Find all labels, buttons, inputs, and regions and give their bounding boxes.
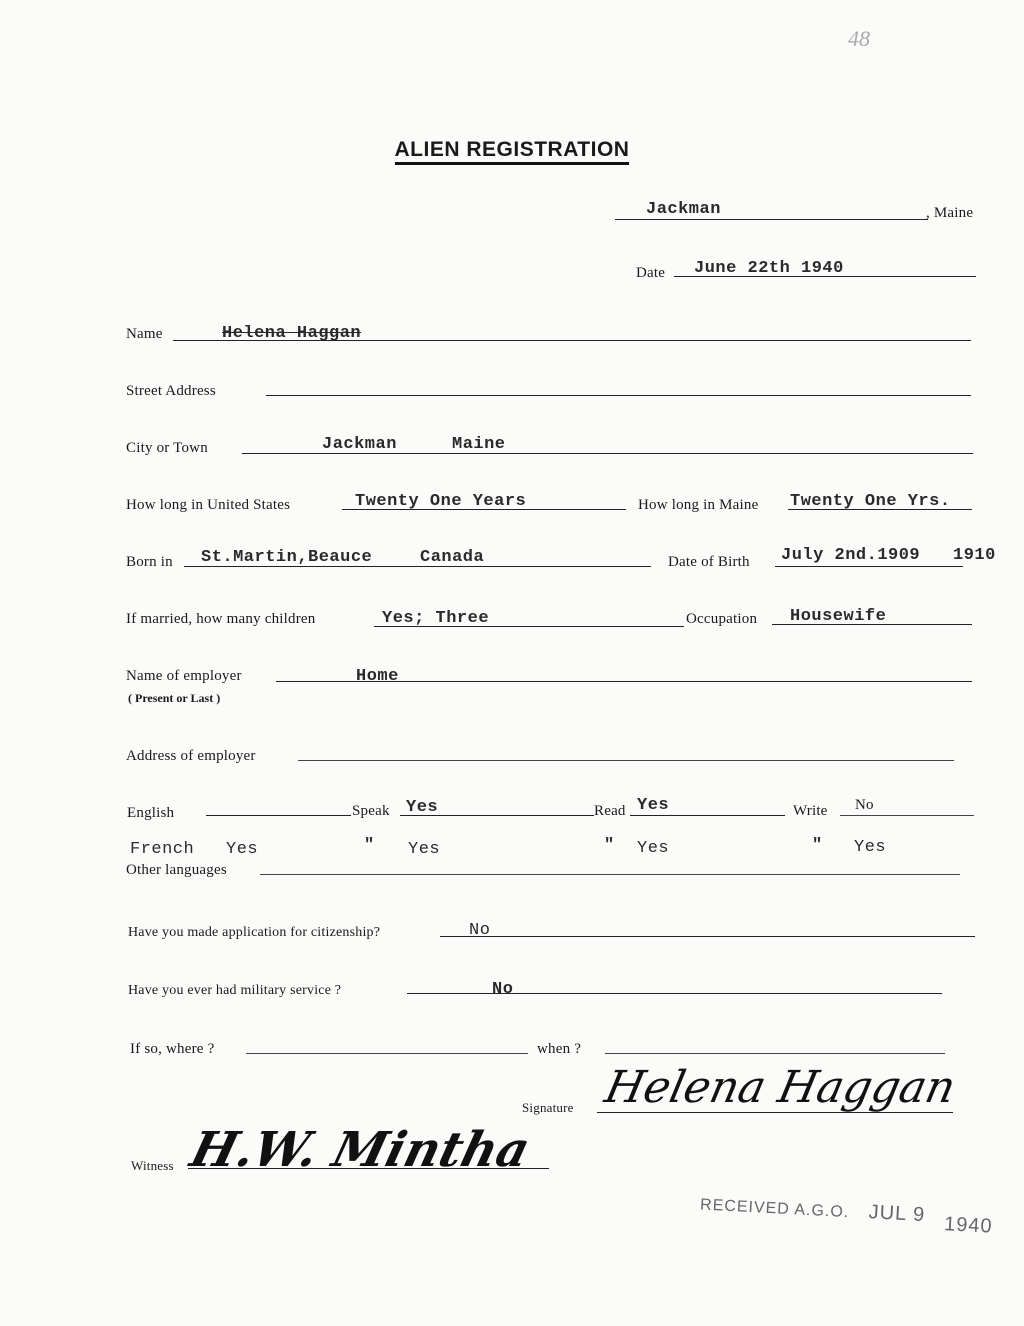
witness-handwriting: H.W. Mintha xyxy=(185,1122,536,1178)
other-language-name: French xyxy=(130,840,195,859)
when-label: when ? xyxy=(537,1041,582,1057)
other-languages-label: Other languages xyxy=(126,862,227,878)
header-state-label: , Maine xyxy=(926,205,974,221)
military-value: No xyxy=(492,980,514,999)
read-label: Read xyxy=(594,803,626,819)
born-in-value: St.Martin,Beauce xyxy=(201,548,373,567)
how-long-us-value: Twenty One Years xyxy=(355,492,527,511)
employer-note: ( Present or Last ) xyxy=(128,691,221,705)
city-value: Jackman xyxy=(322,435,397,454)
citizenship-label: Have you made application for citizenship? xyxy=(128,925,381,940)
signature-label: Signature xyxy=(522,1100,574,1115)
name-label: Name xyxy=(126,326,163,342)
stamp-year: 1940 xyxy=(943,1213,994,1238)
english-write-value: No xyxy=(855,797,874,813)
employer-value: Home xyxy=(356,667,399,686)
date-of-birth-value: July 2nd.1909 xyxy=(781,546,921,565)
occupation-label: Occupation xyxy=(686,611,758,627)
other-read-value: Yes xyxy=(637,839,670,858)
children-label: If married, how many children xyxy=(126,611,316,627)
signature-handwriting: Helena Haggan xyxy=(600,1062,961,1113)
how-long-maine-value: Twenty One Yrs. xyxy=(790,492,951,511)
where-label: If so, where ? xyxy=(130,1041,215,1057)
how-long-us-label: How long in United States xyxy=(126,497,291,513)
born-in-label: Born in xyxy=(126,554,173,570)
military-label: Have you ever had military service ? xyxy=(128,983,342,998)
citizenship-value: No xyxy=(469,921,491,940)
city-label: City or Town xyxy=(126,440,208,456)
received-stamp xyxy=(699,1192,994,1238)
other-write-value: Yes xyxy=(854,838,887,857)
ditto-write: " xyxy=(812,836,823,855)
born-country-value: Canada xyxy=(420,548,485,567)
employer-address-label: Address of employer xyxy=(126,748,256,764)
stamp-month-day: JUL 9 xyxy=(868,1201,926,1227)
write-label: Write xyxy=(793,803,828,819)
other-language-yes: Yes xyxy=(226,840,259,859)
header-town: Jackman xyxy=(646,200,721,219)
date-value: June 22th 1940 xyxy=(694,259,844,278)
name-value: Helena Haggan xyxy=(222,324,362,343)
english-speak-value: Yes xyxy=(406,798,439,817)
stamp-text: RECEIVED A.G.O. xyxy=(699,1196,850,1222)
ditto-speak: " xyxy=(364,836,375,855)
ditto-read: " xyxy=(604,836,615,855)
how-long-maine-label: How long in Maine xyxy=(638,497,759,513)
corner-pencil-mark: 48 xyxy=(848,26,870,51)
witness-label: Witness xyxy=(131,1158,174,1173)
english-label: English xyxy=(127,805,175,821)
date-of-birth-correction: 1910 xyxy=(953,546,996,565)
occupation-value: Housewife xyxy=(790,607,887,626)
employer-label: Name of employer xyxy=(126,668,242,684)
children-value: Yes; Three xyxy=(382,609,490,628)
date-of-birth-label: Date of Birth xyxy=(668,554,750,570)
city-state-value: Maine xyxy=(452,435,506,454)
form-title: ALIEN REGISTRATION xyxy=(0,138,1024,162)
other-speak-value: Yes xyxy=(408,840,441,859)
speak-label: Speak xyxy=(352,803,390,819)
english-read-value: Yes xyxy=(637,796,670,815)
street-label: Street Address xyxy=(126,383,216,399)
date-label: Date xyxy=(636,265,666,281)
